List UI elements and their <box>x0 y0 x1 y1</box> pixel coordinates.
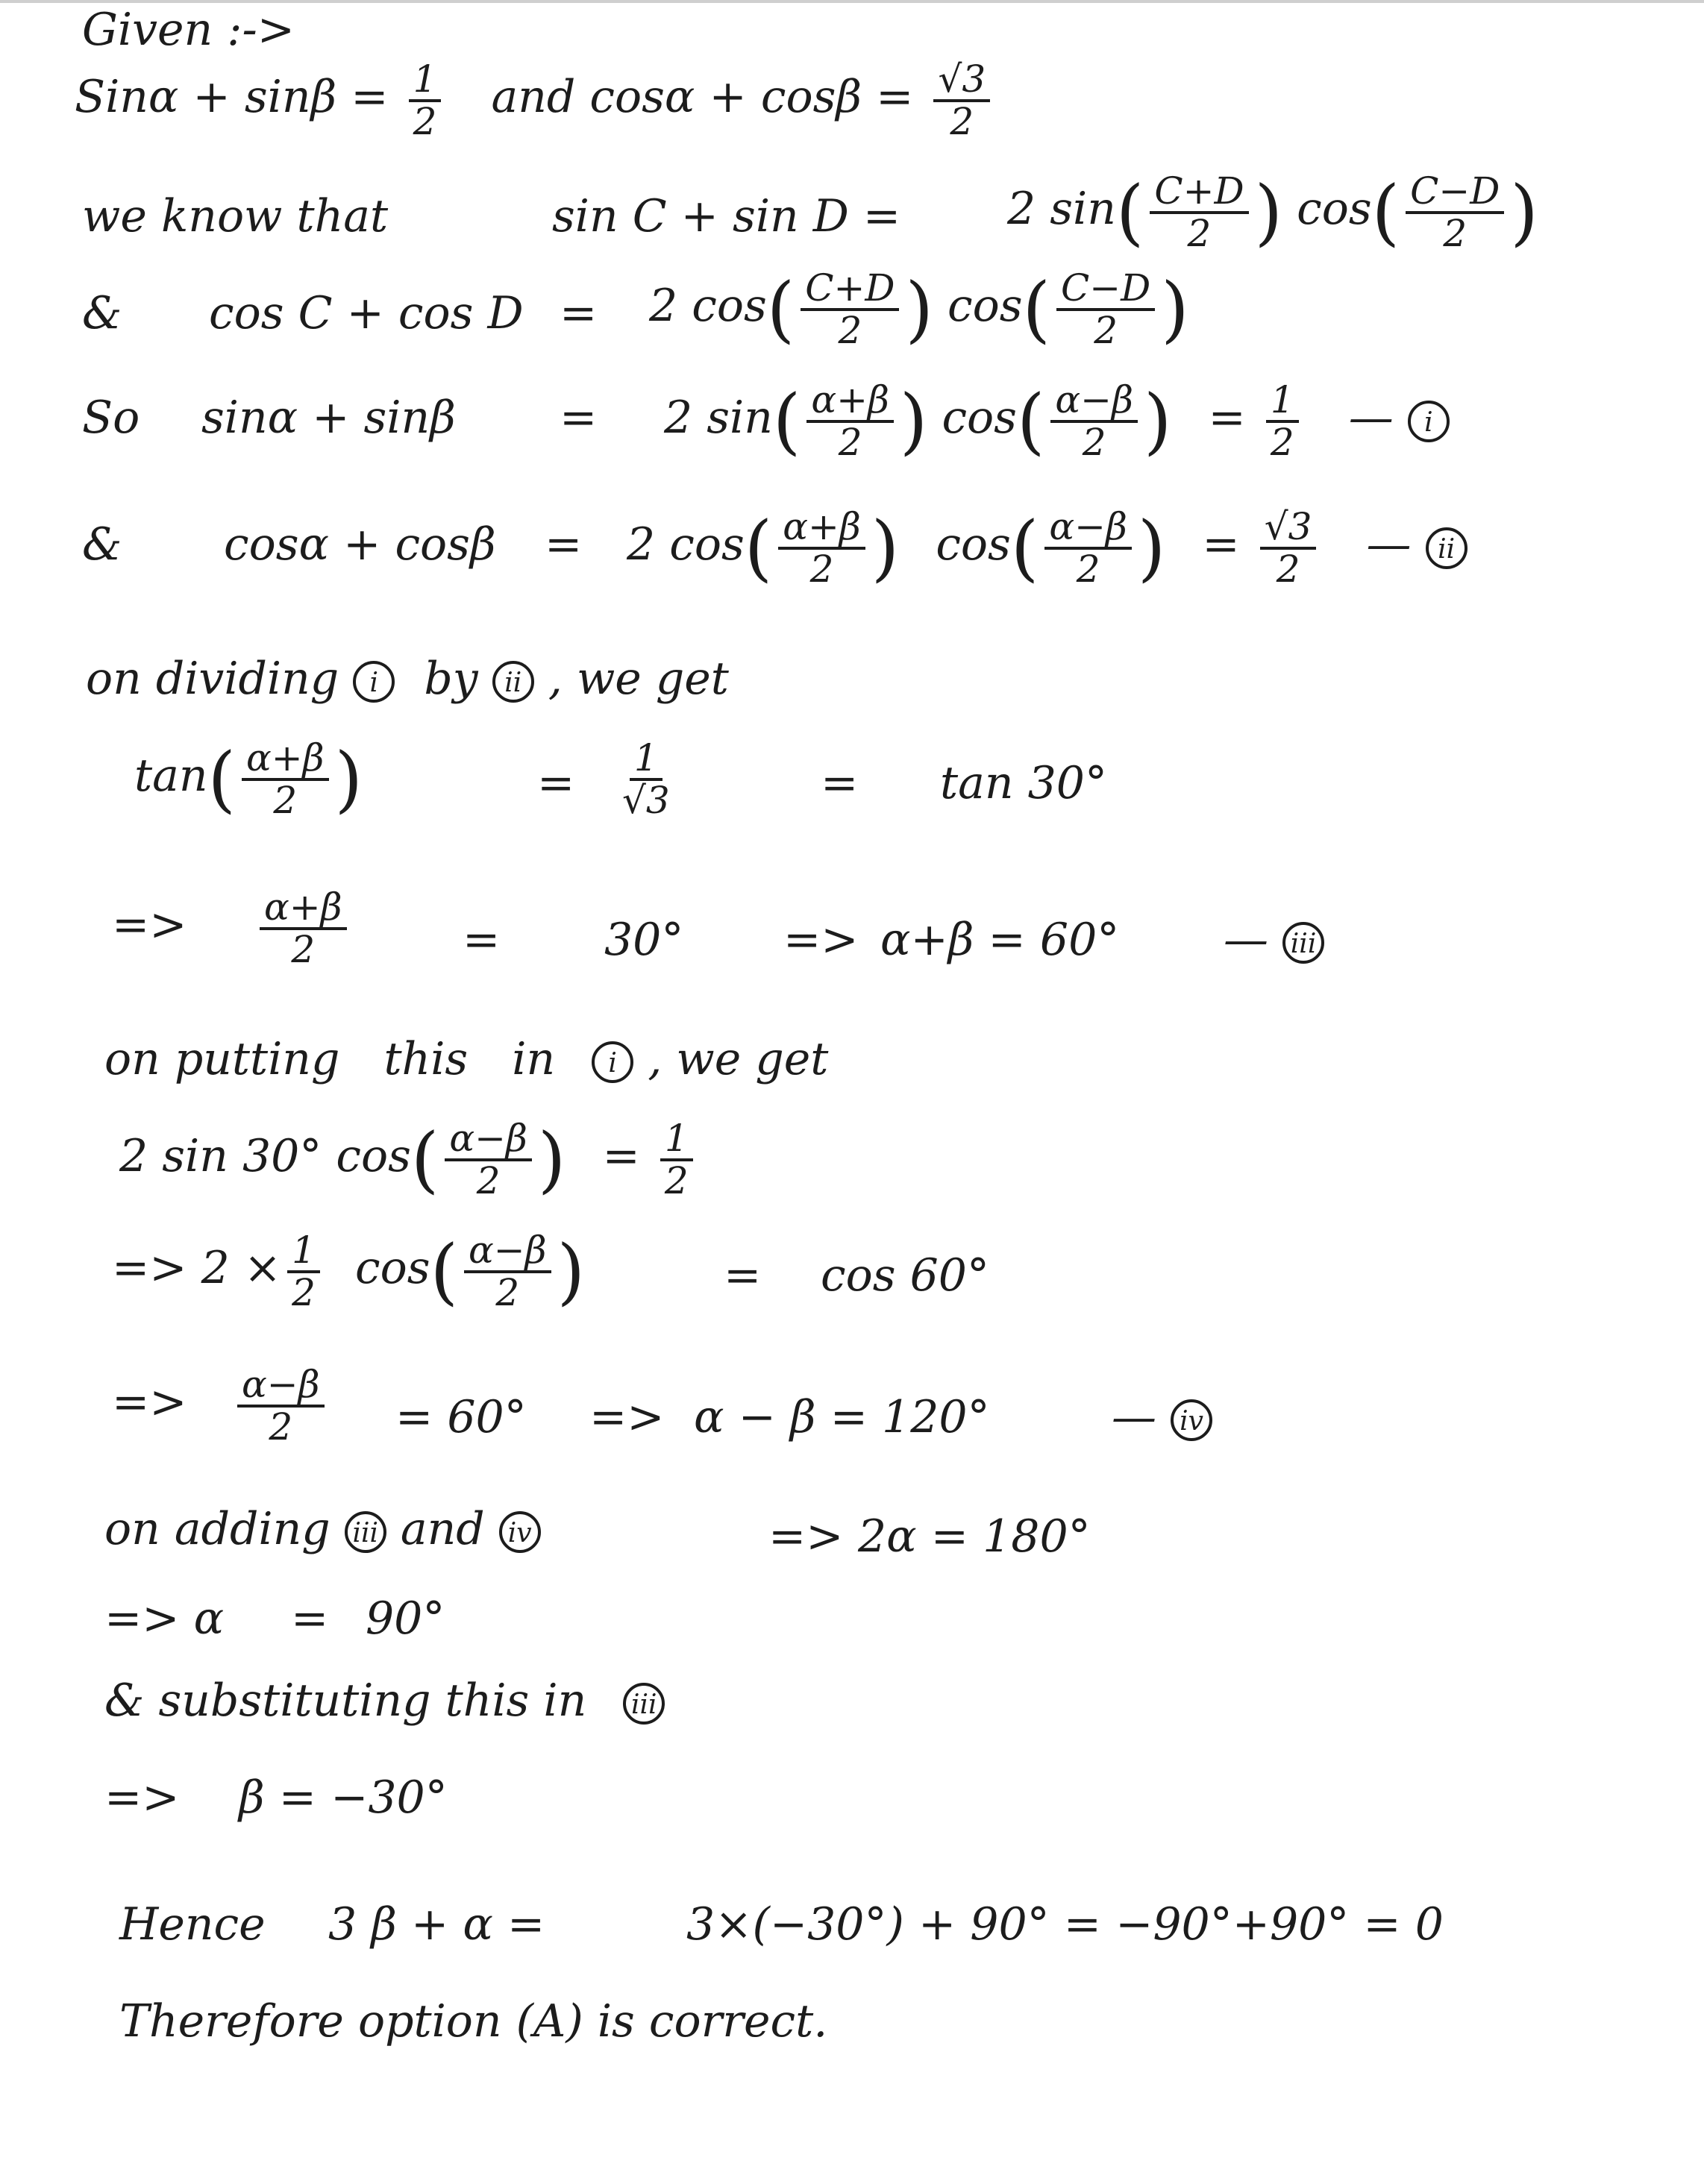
equals: = <box>537 757 575 809</box>
sin-sum-lhs: Sinα + sinβ = <box>75 71 389 124</box>
implies-arrow: => <box>112 899 187 951</box>
tan-lhs: tan( $\frac{\alpha+\beta}{2}$ ) <box>134 736 363 822</box>
implies-arrow: => <box>768 1510 844 1563</box>
cosc-cosd-lhs: cos C + cos D <box>209 287 524 339</box>
cos-sum-lhs: and cosα + cosβ = <box>491 71 914 124</box>
substitute-sin30-step: 2 sin 30° cos( $\frac{\alpha-\beta}{2}$ ) = $\frac{1}{2}$ <box>119 1119 699 1200</box>
given-label: Given :-> <box>82 4 295 56</box>
cos-sum: cosα + cosβ <box>224 518 496 571</box>
implies-arrow: => <box>589 1391 665 1443</box>
alpha-result <box>104 1589 851 1663</box>
equals: = <box>602 1130 640 1183</box>
alpha-plus-beta-step <box>112 885 1604 1000</box>
by-text: by <box>424 653 478 705</box>
sinc-sind-lhs: sin C + sin D = <box>552 190 901 242</box>
equation-tag-ii: ii <box>1426 527 1467 569</box>
equation-iv-tag-group: — iv <box>1112 1387 1212 1448</box>
cos60-step <box>112 1228 1455 1335</box>
so-text: So <box>82 392 140 444</box>
equals: = <box>560 392 598 444</box>
equals: = <box>291 1592 329 1645</box>
equals: = <box>724 1249 762 1302</box>
three-beta-plus-alpha: 3 β + α = <box>328 1898 545 1951</box>
final-computation <box>119 1895 1611 1969</box>
equation-ii-rhs: 2 cos( $\frac{\alpha+\beta}{2}$ ) cos( $\frac{\alpha-\beta}{2}$ ) = $\frac{√3}{2}$ — ii <box>627 507 1467 589</box>
alpha-plus-beta-result: α+β = 60° <box>880 914 1120 966</box>
implies-arrow: => <box>104 1772 180 1824</box>
equation-tag-iii: iii <box>1282 922 1324 964</box>
hence-text: Hence <box>119 1898 266 1951</box>
equation-i-rhs: 2 sin( $\frac{\alpha+\beta}{2}$ ) cos( $\frac{\alpha-\beta}{2}$ ) = $\frac{1}{2}$ — i <box>664 380 1450 462</box>
beta-result <box>104 1768 851 1842</box>
ampersand: & <box>82 287 122 339</box>
given-equation <box>75 57 996 143</box>
equals-60: = 60° <box>395 1391 527 1443</box>
two-times-half-cos: => 2 × $\frac{1}{2}$ cos( $\frac{\alpha-\beta}{2}$ ) <box>112 1228 586 1314</box>
final-value: 3×(−30°) + 90° = −90°+90° = 0 <box>686 1898 1444 1951</box>
adding-text-group: on adding iii and iv <box>104 1499 541 1560</box>
identity-sin <box>82 169 1649 269</box>
conclusion <box>119 1992 827 2052</box>
equals: = <box>560 287 598 339</box>
half-fraction: $\frac{1}{2}$ <box>409 60 442 141</box>
adding-step <box>104 1499 1522 1581</box>
ref-tag-ii: ii <box>492 661 534 703</box>
sin-identity-rhs: 2 sin( $\frac{C+D}{2}$ ) cos( $\frac{C-D}{2}$ ) <box>1007 169 1538 255</box>
implies-arrow: => <box>112 1376 187 1428</box>
on-dividing-text: on dividing <box>86 653 339 705</box>
beta-value: β = −30° <box>239 1772 448 1824</box>
one-over-root3: $\frac{1}{√3}$ <box>622 736 670 822</box>
in-text: in <box>512 1033 556 1085</box>
this-text: this <box>383 1033 469 1085</box>
equals: = <box>463 914 501 966</box>
ninety-degrees: 90° <box>366 1592 445 1645</box>
equals: = <box>821 757 859 809</box>
equation-ii <box>82 505 1686 612</box>
substituting-step <box>104 1671 665 1731</box>
on-putting-text: on putting <box>104 1033 340 1085</box>
equation-i <box>82 378 1686 485</box>
ref-tag-iii: iii <box>623 1683 665 1725</box>
equation-iii-tag-group: — iii <box>1224 910 1324 970</box>
cos-60: cos 60° <box>821 1249 989 1302</box>
we-get-text: , we get <box>548 653 729 705</box>
equation-tag-i: i <box>1408 401 1450 442</box>
we-know-that-text: we know that <box>82 190 389 242</box>
alpha-minus-beta-result: α − β = 120° <box>694 1391 990 1443</box>
equation-tag-iv: iv <box>1171 1399 1212 1441</box>
alpha-plus-beta-over-2: $\frac{\alpha+\beta}{2}$ <box>254 888 353 969</box>
ref-tag-i: i <box>592 1041 633 1083</box>
tan-step <box>134 738 1552 850</box>
sin-sum: sinα + sinβ <box>201 392 456 444</box>
identity-cos <box>82 266 1649 365</box>
tan-30: tan 30° <box>940 757 1107 809</box>
we-get-text: , we get <box>648 1033 829 1085</box>
thirty-degrees: 30° <box>604 914 684 966</box>
alpha-minus-beta-over-2: $\frac{\alpha-\beta}{2}$ <box>231 1365 331 1446</box>
ref-tag-i: i <box>353 661 395 703</box>
half-fraction: $\frac{1}{2}$ <box>660 1119 693 1200</box>
option-a-correct-text: Therefore option (A) is correct. <box>119 1995 828 2048</box>
ref-tag-iii: iii <box>345 1511 386 1553</box>
ref-tag-iv: iv <box>499 1511 541 1553</box>
root3-over-2-fraction: $\frac{√3}{2}$ <box>933 60 990 141</box>
two-alpha-result: 2α = 180° <box>858 1510 1091 1563</box>
implies-alpha: => α <box>104 1592 225 1645</box>
cos-identity-rhs: 2 cos( $\frac{C+D}{2}$ ) cos( $\frac{C-D}{2}$ ) <box>649 266 1189 352</box>
equals: = <box>545 518 583 571</box>
two-sin30-cos: 2 sin 30° cos <box>119 1130 411 1183</box>
substituting-text: & substituting this in <box>104 1675 587 1727</box>
dividing-step <box>86 649 729 709</box>
ampersand: & <box>82 518 122 571</box>
alpha-minus-beta-step <box>112 1365 1529 1477</box>
implies-arrow: => <box>783 914 859 966</box>
putting-step <box>104 1029 828 1090</box>
given-heading <box>82 0 295 60</box>
